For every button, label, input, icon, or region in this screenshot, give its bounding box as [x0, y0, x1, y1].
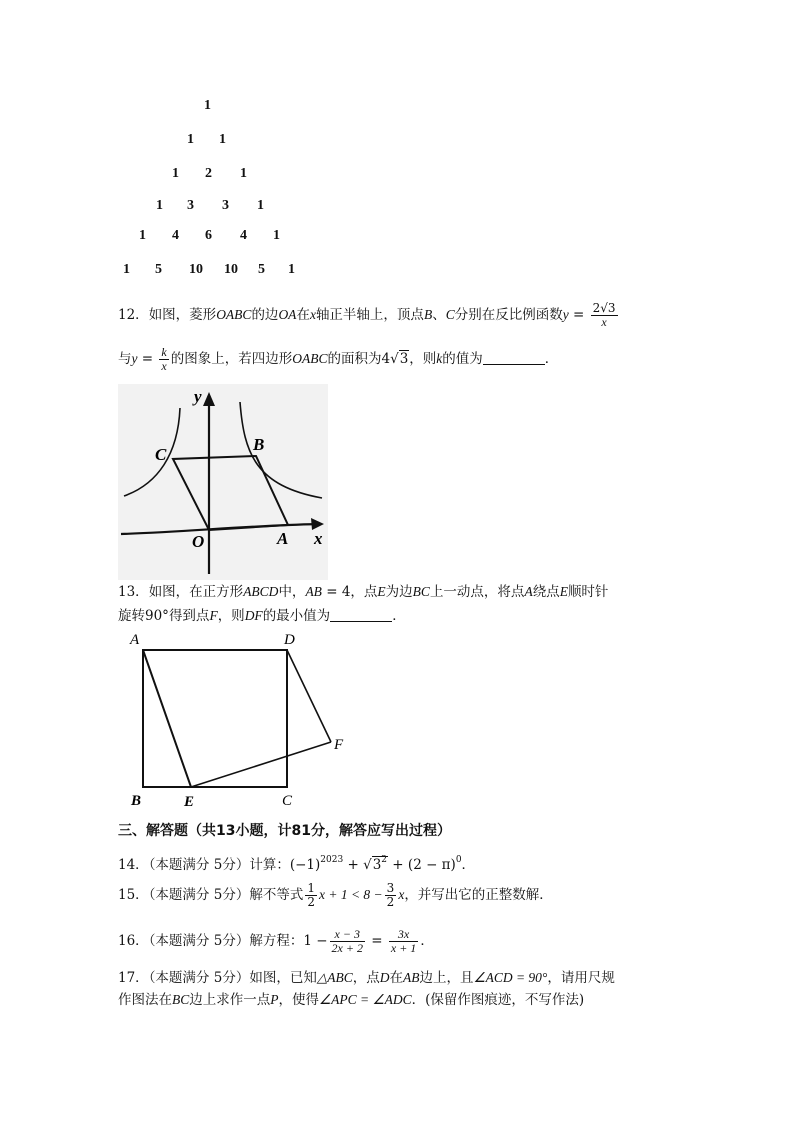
- text: 上一动点，将点: [429, 584, 525, 600]
- fraction-denominator: 2x + 2: [331, 941, 363, 955]
- triangle-number: 1: [139, 228, 146, 243]
- label-a: A: [130, 632, 140, 648]
- math-var: OABC: [292, 351, 328, 366]
- math-value: 4: [381, 351, 391, 367]
- question-number: 12．: [118, 307, 149, 323]
- label-y: y: [194, 387, 202, 406]
- text: ，点: [350, 584, 378, 600]
- text: 边上，且: [419, 970, 474, 986]
- label-a: A: [277, 529, 289, 548]
- label-b: B: [131, 793, 142, 809]
- label-f: F: [334, 737, 344, 753]
- triangle-number: 1: [219, 132, 226, 147]
- fraction: [591, 302, 618, 329]
- label-b: B: [253, 435, 265, 454]
- text: 作图法在: [118, 992, 172, 1008]
- text: =: [137, 351, 158, 367]
- triangle-number: 4: [172, 228, 179, 243]
- math-expr: (2 − π): [407, 857, 456, 873]
- text: 的面积为: [327, 351, 382, 367]
- label-o: O: [192, 532, 205, 551]
- math-var: D: [379, 970, 390, 985]
- exponent: 2: [381, 855, 388, 865]
- math-var: B: [423, 307, 433, 322]
- math-var: x: [309, 307, 316, 322]
- label-c: C: [282, 793, 293, 809]
- label-d: D: [284, 632, 295, 648]
- text: ，点: [352, 970, 380, 986]
- fraction: [389, 928, 418, 955]
- text: +: [343, 857, 364, 873]
- text: 中，: [278, 584, 306, 600]
- triangle-number: 3: [222, 198, 229, 213]
- fraction-denominator: x: [161, 359, 167, 373]
- question-17-line2: [118, 990, 584, 1010]
- text: ．(保留作图痕迹，不写作法): [411, 992, 585, 1008]
- math-var: k: [436, 351, 443, 366]
- text: 的值为: [442, 351, 483, 367]
- text: 的最小值为: [262, 608, 331, 624]
- answer-blank: [483, 350, 545, 365]
- text: 的图象上，若四边形: [170, 351, 293, 367]
- math-expr: 1 −: [303, 933, 328, 949]
- text: ，并写出它的正整数解．: [404, 887, 553, 903]
- fraction-denominator: 2: [307, 895, 315, 909]
- figure-q12: [118, 384, 328, 580]
- fraction: [330, 928, 365, 955]
- segment-ae: [143, 650, 191, 787]
- text: ．: [544, 351, 559, 367]
- triangle-number: 5: [258, 262, 265, 277]
- section-heading: 三、解答题（共13小题，计81分，解答应写出过程）: [118, 823, 451, 839]
- fraction-numerator: 3x: [389, 928, 418, 942]
- triangle-number: 1: [156, 198, 163, 213]
- math-var: E: [377, 584, 386, 599]
- radicand-base: 3: [372, 857, 382, 873]
- question-12-line1: [118, 302, 620, 329]
- label-e: E: [184, 794, 195, 810]
- question-13-line1: [118, 582, 608, 602]
- question-14: 14．（本题满分 5分）计算：$(-1)^{2023} + √3^2 + (2 - \pi)^0$．: [118, 855, 476, 873]
- math-var: P: [270, 992, 279, 1007]
- math-var: DF: [244, 608, 263, 623]
- triangle-number: 4: [240, 228, 247, 243]
- question-17-line1: [118, 968, 615, 988]
- math-var: AB: [305, 584, 322, 599]
- fraction: [159, 346, 168, 373]
- text: 与: [118, 351, 132, 367]
- math-expr: (−1): [289, 857, 321, 873]
- triangle-number: 10: [189, 262, 203, 277]
- text: 在: [296, 307, 310, 323]
- text: ．: [420, 933, 434, 949]
- triangle-number: 1: [204, 98, 211, 113]
- text: = 4: [321, 584, 351, 600]
- triangle-number: 5: [155, 262, 162, 277]
- math-var: ABCD: [243, 584, 279, 599]
- exponent: 0: [455, 855, 462, 865]
- text: 轴正半轴上，顶点: [315, 307, 424, 323]
- text: 边上求作一点: [189, 992, 271, 1008]
- fraction-denominator: x + 1: [390, 941, 417, 955]
- fraction-numerator: k: [161, 345, 167, 359]
- triangle-number: 1: [257, 198, 264, 213]
- radicand: [372, 856, 388, 873]
- question-number: 13．: [118, 584, 149, 600]
- math-expr: ∠ACD = 90°: [473, 970, 548, 985]
- text: 如图，菱形: [148, 307, 217, 323]
- exponent: 2023: [320, 855, 344, 865]
- answer-blank: [330, 607, 392, 622]
- question-number: 17．: [118, 970, 149, 986]
- text: =: [568, 307, 589, 323]
- segment-ef: [191, 742, 331, 787]
- triangle-number: 1: [240, 166, 247, 181]
- radicand: 3: [399, 351, 409, 367]
- math-var: A: [524, 584, 533, 599]
- math-var: AB: [402, 970, 420, 985]
- text: ．: [461, 857, 476, 873]
- triangle-number: 1: [288, 262, 295, 277]
- triangle-number: 1: [273, 228, 280, 243]
- question-number: 14．: [118, 857, 149, 873]
- triangle-number: 2: [205, 166, 212, 181]
- fraction-numerator: 1: [307, 881, 315, 895]
- text: 为边: [385, 584, 413, 600]
- text: 顺时针: [567, 584, 609, 600]
- square-abcd: [143, 650, 287, 787]
- label-c: C: [155, 445, 167, 464]
- text: 的边: [251, 307, 279, 323]
- text: （本题满分 5分）计算：: [148, 857, 290, 873]
- figure-q13: [124, 628, 354, 810]
- fraction-numerator: 2√3: [592, 301, 616, 315]
- text: 在: [389, 970, 403, 986]
- math-var: x: [398, 887, 405, 902]
- fraction-numerator: x − 3: [330, 928, 365, 942]
- text: 如图，在正方形: [148, 584, 244, 600]
- math-var: F: [209, 608, 218, 623]
- fraction: [305, 882, 317, 909]
- triangle-number: 1: [187, 132, 194, 147]
- question-number: 15．: [118, 887, 149, 903]
- math-var: BC: [412, 584, 430, 599]
- math-var: y: [562, 307, 569, 322]
- question-16: [118, 928, 434, 955]
- text: ，使得: [278, 992, 320, 1008]
- text: 得到点: [168, 608, 210, 624]
- math-var: E: [559, 584, 568, 599]
- triangle-number: 10: [224, 262, 238, 277]
- question-15: [118, 882, 553, 909]
- fraction: [385, 882, 397, 909]
- text: 绕点: [532, 584, 560, 600]
- text: （本题满分 5分）如图，已知: [148, 970, 317, 986]
- math-var: y: [131, 351, 138, 366]
- math-expr: x + 1 < 8 −: [318, 887, 383, 902]
- triangle-number: 1: [172, 166, 179, 181]
- text: ，则: [409, 351, 437, 367]
- question-number: 16．: [118, 933, 149, 949]
- fraction-denominator: x: [601, 315, 607, 329]
- text: （本题满分 5分）解方程：: [148, 933, 304, 949]
- text: （本题满分 5分）解不等式: [148, 887, 304, 903]
- question-12-line2: 与y = $\frac{k}{x}$ 的图象上，若四边形OABC的面积为4√3，则k的值为 ．: [118, 345, 559, 373]
- math-expr: △ABC: [316, 970, 353, 985]
- text: 、: [432, 307, 446, 323]
- math-value: 90°: [145, 608, 169, 624]
- fraction-denominator: 2: [386, 895, 395, 909]
- question-13-line2: [118, 606, 406, 626]
- math-expr: ∠APC = ∠ADC: [319, 992, 412, 1007]
- text: =: [366, 933, 387, 949]
- triangle-number: 1: [123, 262, 130, 277]
- math-var: BC: [172, 992, 190, 1007]
- math-var: C: [445, 307, 455, 322]
- segment-df: [287, 650, 331, 742]
- text: +: [388, 857, 408, 873]
- text: 分别在反比例函数: [454, 307, 563, 323]
- math-var: OA: [278, 307, 297, 322]
- fraction-numerator: 3: [386, 881, 395, 895]
- text: 旋转: [118, 608, 145, 624]
- text: ，则: [217, 608, 245, 624]
- text: ．: [392, 608, 406, 624]
- triangle-number: 3: [187, 198, 194, 213]
- triangle-number: 6: [205, 228, 212, 243]
- math-var: OABC: [216, 307, 252, 322]
- label-x: x: [314, 529, 323, 548]
- text: ，请用尺规: [547, 970, 615, 986]
